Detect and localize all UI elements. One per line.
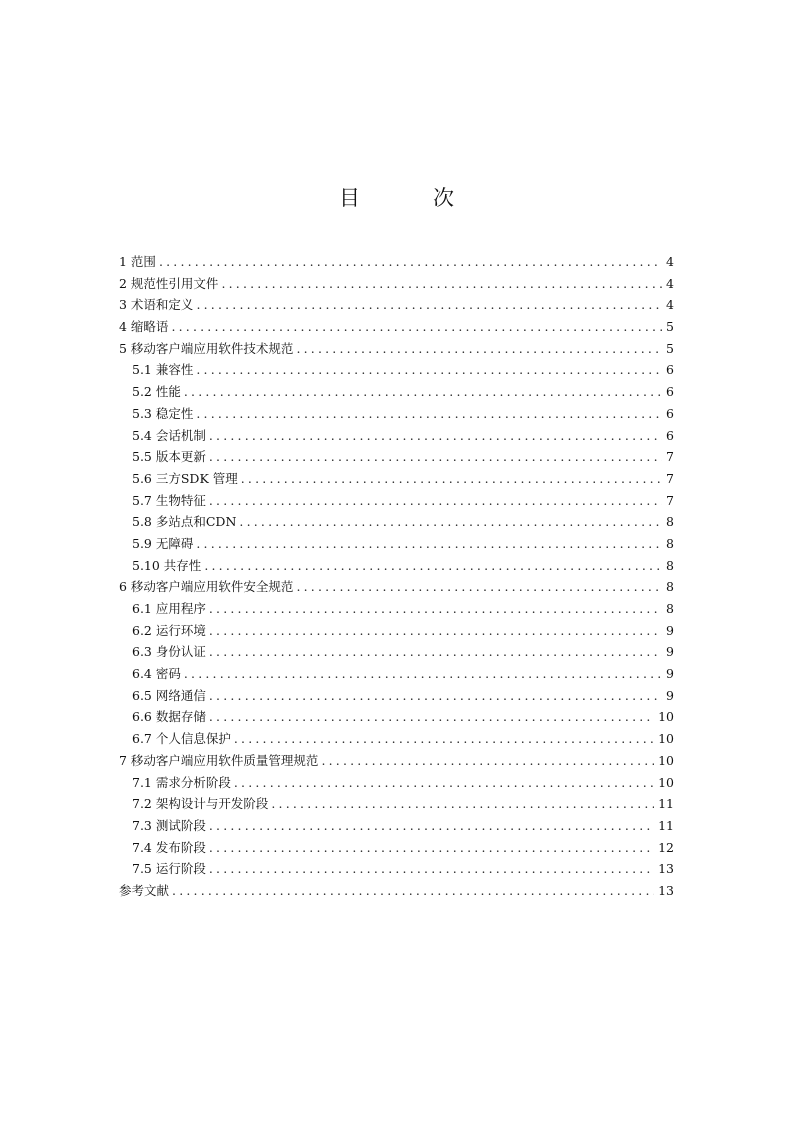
toc-entry[interactable] bbox=[119, 815, 674, 837]
toc-entry[interactable] bbox=[119, 468, 674, 490]
toc-dot-leader bbox=[221, 273, 662, 295]
toc-entry[interactable] bbox=[119, 576, 674, 598]
toc-entry[interactable] bbox=[119, 511, 674, 533]
toc-page-number: 10 bbox=[658, 774, 674, 790]
toc-entry[interactable] bbox=[119, 533, 674, 555]
toc-entry[interactable] bbox=[119, 555, 674, 577]
toc-entry[interactable] bbox=[119, 641, 674, 663]
toc-entry-label: 7.1 需求分析阶段 bbox=[132, 774, 231, 790]
toc-entry-label: 参考文献 bbox=[119, 882, 170, 898]
toc-entry-label: 2 规范性引用文件 bbox=[119, 275, 219, 291]
toc-dot-leader bbox=[241, 468, 662, 490]
toc-page-number: 8 bbox=[666, 601, 674, 616]
toc-page-number: 10 bbox=[658, 709, 674, 725]
toc-entry-label: 6.1 应用程序 bbox=[132, 601, 206, 616]
toc-dot-leader bbox=[209, 706, 654, 728]
toc-entry[interactable] bbox=[119, 858, 674, 880]
toc-page-number: 9 bbox=[666, 687, 674, 703]
toc-entry-label: 5.2 性能 bbox=[132, 384, 181, 400]
toc-entry[interactable] bbox=[119, 793, 674, 815]
toc-entry[interactable] bbox=[119, 359, 674, 381]
toc-entry[interactable] bbox=[119, 294, 674, 316]
toc-entry[interactable] bbox=[119, 251, 674, 273]
toc-entry-label: 5.7 生物特征 bbox=[132, 492, 206, 508]
toc-dot-leader bbox=[196, 359, 662, 381]
toc-page-number: 8 bbox=[666, 514, 674, 530]
toc-page-number: 9 bbox=[666, 622, 674, 638]
toc-dot-leader bbox=[234, 772, 654, 794]
toc-dot-leader bbox=[209, 815, 654, 837]
toc-entry-label: 7 移动客户端应用软件质量管理规范 bbox=[119, 752, 319, 768]
toc-dot-leader bbox=[196, 533, 662, 555]
toc-dot-leader bbox=[184, 381, 662, 403]
toc-entry[interactable] bbox=[119, 706, 674, 728]
toc-dot-leader bbox=[209, 620, 662, 642]
toc-entry-label: 6.5 网络通信 bbox=[132, 687, 206, 703]
toc-entry-label: 5.6 三方SDK 管理 bbox=[132, 470, 238, 486]
toc-entry-label: 3 术语和定义 bbox=[119, 297, 194, 313]
toc-dot-leader bbox=[234, 728, 654, 750]
table-of-contents bbox=[119, 251, 674, 902]
toc-entry-label: 5 移动客户端应用软件技术规范 bbox=[119, 340, 294, 356]
toc-entry-label: 4 缩略语 bbox=[119, 319, 169, 335]
page-title: 目 次 bbox=[339, 186, 480, 211]
toc-page-number: 4 bbox=[666, 275, 674, 291]
toc-page-number: 6 bbox=[666, 384, 674, 400]
toc-entry-label: 5.3 稳定性 bbox=[132, 405, 194, 421]
toc-entry[interactable] bbox=[119, 381, 674, 403]
toc-entry-label: 7.4 发布阶段 bbox=[132, 839, 206, 855]
toc-entry[interactable] bbox=[119, 837, 674, 859]
toc-page-number: 6 bbox=[666, 405, 674, 421]
toc-page-number: 5 bbox=[666, 319, 674, 335]
toc-entry[interactable] bbox=[119, 663, 674, 685]
toc-dot-leader bbox=[239, 511, 662, 533]
toc-dot-leader bbox=[209, 490, 662, 512]
toc-entry[interactable] bbox=[119, 750, 674, 772]
toc-page-number: 4 bbox=[666, 254, 674, 269]
toc-entry[interactable] bbox=[119, 685, 674, 707]
toc-page-number: 13 bbox=[658, 882, 674, 898]
toc-entry-label: 5.8 多站点和CDN bbox=[132, 514, 237, 530]
toc-entry[interactable] bbox=[119, 772, 674, 794]
toc-entry[interactable] bbox=[119, 446, 674, 468]
toc-entry-label: 6.4 密码 bbox=[132, 666, 181, 682]
toc-page-number: 4 bbox=[666, 297, 674, 313]
toc-entry[interactable] bbox=[119, 316, 674, 338]
toc-entry-label: 1 范围 bbox=[119, 254, 156, 269]
toc-page-number: 7 bbox=[666, 449, 674, 465]
toc-entry[interactable] bbox=[119, 403, 674, 425]
toc-dot-leader bbox=[184, 663, 662, 685]
toc-dot-leader bbox=[159, 251, 662, 273]
toc-dot-leader bbox=[271, 793, 654, 815]
toc-entry-label: 7.5 运行阶段 bbox=[132, 861, 206, 877]
toc-page-number: 11 bbox=[658, 796, 674, 812]
toc-dot-leader bbox=[172, 880, 654, 902]
toc-entry[interactable] bbox=[119, 620, 674, 642]
toc-page-number: 12 bbox=[658, 839, 674, 855]
toc-entry[interactable] bbox=[119, 490, 674, 512]
toc-entry-label: 6 移动客户端应用软件安全规范 bbox=[119, 579, 294, 595]
toc-entry[interactable] bbox=[119, 598, 674, 620]
toc-page-number: 13 bbox=[658, 861, 674, 877]
toc-entry-label: 6.6 数据存储 bbox=[132, 709, 206, 725]
toc-page-number: 10 bbox=[658, 731, 674, 747]
toc-entry-label: 5.9 无障碍 bbox=[132, 535, 194, 551]
toc-entry-label: 7.2 架构设计与开发阶段 bbox=[132, 796, 269, 812]
toc-dot-leader bbox=[321, 750, 654, 772]
toc-dot-leader bbox=[196, 403, 662, 425]
toc-entry[interactable] bbox=[119, 338, 674, 360]
toc-entry-label: 5.5 版本更新 bbox=[132, 449, 206, 465]
toc-page-number: 7 bbox=[666, 492, 674, 508]
toc-entry-label: 5.4 会话机制 bbox=[132, 427, 206, 443]
toc-dot-leader bbox=[209, 425, 662, 447]
toc-page-number: 5 bbox=[666, 340, 674, 356]
toc-dot-leader bbox=[296, 338, 662, 360]
toc-dot-leader bbox=[209, 858, 654, 880]
toc-entry-label: 6.7 个人信息保护 bbox=[132, 731, 231, 747]
toc-page-number: 9 bbox=[666, 666, 674, 682]
toc-entry-label: 5.10 共存性 bbox=[132, 557, 202, 573]
toc-dot-leader bbox=[171, 316, 662, 338]
toc-entry[interactable] bbox=[119, 728, 674, 750]
toc-dot-leader bbox=[296, 576, 662, 598]
toc-dot-leader bbox=[209, 641, 662, 663]
toc-entry[interactable] bbox=[119, 880, 674, 902]
toc-page-number: 8 bbox=[666, 535, 674, 551]
toc-dot-leader bbox=[209, 446, 662, 468]
toc-entry-label: 6.2 运行环境 bbox=[132, 622, 206, 638]
toc-page-number: 7 bbox=[666, 470, 674, 486]
toc-page-number: 11 bbox=[658, 817, 674, 833]
toc-page-number: 8 bbox=[666, 579, 674, 595]
toc-entry-label: 7.3 测试阶段 bbox=[132, 817, 206, 833]
toc-dot-leader bbox=[196, 294, 662, 316]
toc-dot-leader bbox=[209, 598, 662, 620]
toc-entry-label: 5.1 兼容性 bbox=[132, 362, 194, 378]
toc-page-number: 6 bbox=[666, 362, 674, 378]
toc-page-number: 8 bbox=[666, 557, 674, 573]
toc-entry-label: 6.3 身份认证 bbox=[132, 644, 206, 660]
toc-page-number: 6 bbox=[666, 427, 674, 443]
toc-dot-leader bbox=[209, 685, 662, 707]
toc-dot-leader bbox=[204, 555, 662, 577]
toc-entry[interactable] bbox=[119, 273, 674, 295]
toc-entry[interactable] bbox=[119, 425, 674, 447]
toc-page-number: 10 bbox=[658, 752, 674, 768]
toc-dot-leader bbox=[209, 837, 654, 859]
toc-page-number: 9 bbox=[666, 644, 674, 660]
